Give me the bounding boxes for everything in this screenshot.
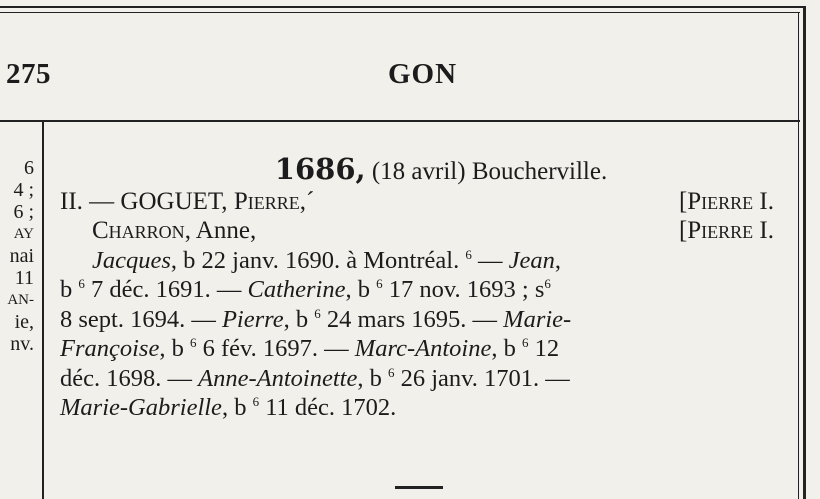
left-column-fragment bbox=[0, 157, 34, 355]
child-detail: 6 fév. 1697. — bbox=[196, 335, 355, 362]
child-detail: , b bbox=[221, 394, 253, 421]
child-name: Marie-Gabrielle bbox=[60, 394, 222, 421]
child-name: Françoise bbox=[60, 335, 160, 362]
children-line-4 bbox=[60, 334, 782, 364]
child-detail: 17 nov. 1693 ; s bbox=[382, 276, 545, 303]
entry-heading bbox=[100, 152, 782, 187]
child-detail: 26 janv. 1701. — bbox=[394, 364, 570, 392]
children-line-2 bbox=[60, 275, 782, 305]
separator: — bbox=[471, 246, 509, 274]
left-line: 4 ; bbox=[13, 179, 34, 201]
child-name: Jean bbox=[508, 246, 555, 274]
children-list bbox=[60, 246, 782, 423]
reference-mark: 6 bbox=[376, 276, 383, 291]
child-detail: 24 mars 1695. — bbox=[320, 305, 504, 333]
bride-surname: Charron bbox=[92, 217, 185, 244]
genealogy-entry bbox=[60, 152, 782, 423]
child-name: Pierre bbox=[221, 305, 284, 333]
top-inner-rule bbox=[0, 12, 800, 13]
children-line-1 bbox=[60, 246, 782, 276]
left-line: AN- bbox=[7, 292, 34, 308]
child-name: Jacques bbox=[92, 246, 171, 274]
reference-mark: 6 bbox=[314, 305, 321, 321]
top-border-rule bbox=[0, 6, 806, 8]
child-detail: déc. 1698. — bbox=[60, 364, 199, 392]
child-name: Catherine bbox=[247, 276, 346, 303]
left-line: 6 ; bbox=[13, 201, 34, 223]
child-detail: , b 22 janv. 1690. à Montréal. bbox=[170, 246, 466, 274]
groom-parent: [Pierre I. bbox=[678, 187, 774, 215]
reference-mark: 6 bbox=[544, 276, 551, 291]
header-divider-rule bbox=[0, 120, 800, 122]
reference-mark: 6 bbox=[387, 364, 395, 380]
child-name: Marc-Antoine bbox=[354, 335, 492, 362]
children-line-6 bbox=[60, 393, 782, 423]
child-detail: b bbox=[60, 276, 79, 303]
groom-suffix: ,´ bbox=[299, 187, 315, 215]
reference-mark: 6 bbox=[78, 276, 85, 291]
right-inner-rule bbox=[798, 12, 799, 499]
child-detail: , b bbox=[357, 364, 388, 392]
entry-year: 1686, bbox=[274, 152, 366, 186]
left-line: nai bbox=[9, 245, 34, 267]
child-detail: , b bbox=[283, 305, 315, 333]
child-detail: , b bbox=[159, 335, 190, 362]
bride-line bbox=[60, 216, 782, 246]
entry-end-dash bbox=[395, 486, 443, 489]
child-detail: 12 bbox=[528, 335, 560, 362]
children-line-3 bbox=[60, 305, 782, 335]
reference-mark: 6 bbox=[465, 246, 472, 262]
groom-given-name: Pierre bbox=[233, 187, 300, 215]
child-name: Anne-Antoinette bbox=[198, 364, 358, 392]
page-title: GON bbox=[388, 58, 458, 90]
left-line: nv. bbox=[10, 333, 34, 355]
children-line-5 bbox=[60, 364, 782, 394]
child-detail: , b bbox=[491, 335, 522, 362]
child-detail: , b bbox=[345, 276, 377, 303]
left-line: AY bbox=[13, 226, 34, 242]
page-number: 275 bbox=[6, 58, 51, 90]
child-name: Marie- bbox=[503, 305, 572, 333]
child-detail: 11 déc. 1702. bbox=[259, 394, 397, 421]
left-line: 6 bbox=[24, 157, 34, 179]
groom-prefix: II. — GOGUET, bbox=[60, 187, 234, 215]
bride-given-name: , Anne, bbox=[184, 217, 257, 244]
left-line: 11 bbox=[14, 267, 34, 289]
entry-date-place: (18 avril) Boucherville. bbox=[365, 158, 608, 185]
bride-parent: [Pierre I. bbox=[678, 217, 774, 244]
reference-mark: 6 bbox=[521, 335, 529, 350]
child-detail: 8 sept. 1694. — bbox=[60, 305, 222, 333]
reference-mark: 6 bbox=[252, 394, 260, 409]
child-detail: 7 déc. 1691. — bbox=[84, 276, 248, 303]
child-detail: , bbox=[554, 246, 561, 274]
column-divider-rule bbox=[42, 122, 44, 499]
reference-mark: 6 bbox=[189, 335, 197, 350]
left-line: ie, bbox=[14, 311, 34, 333]
right-border-rule bbox=[803, 6, 806, 499]
groom-line bbox=[60, 187, 782, 217]
